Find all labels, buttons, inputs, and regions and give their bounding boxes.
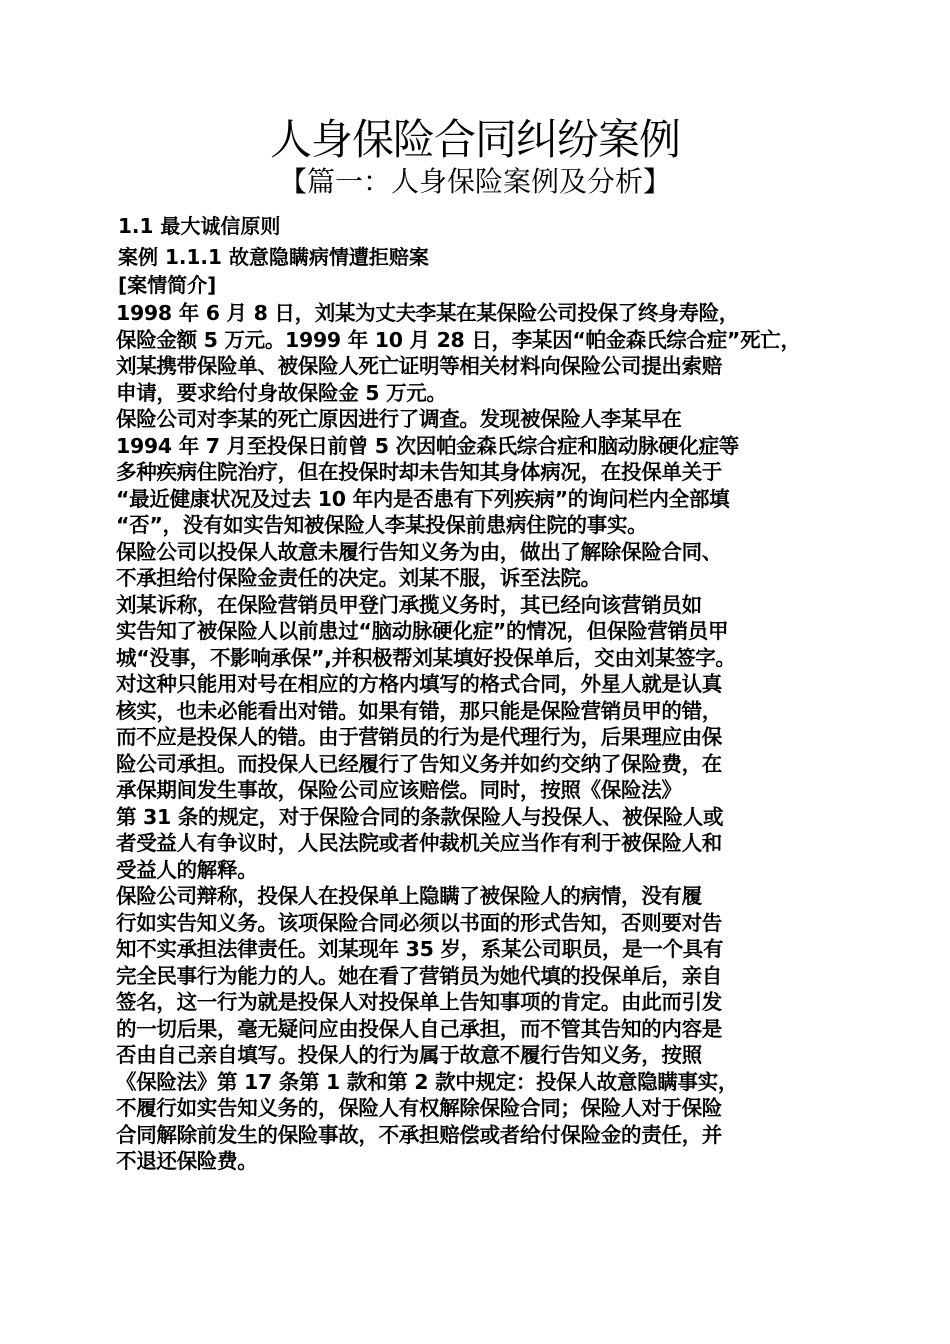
body-line: 的一切后果，毫无疑问应由投保人自己承担，而不管其告知的内容是: [116, 1016, 722, 1041]
body-line: 《保险法》第 17 条第 1 款和第 2 款中规定：投保人故意隐瞒事实，: [116, 1069, 739, 1094]
body-line: 保险公司对李某的死亡原因进行了调查。发现被保险人李某早在: [116, 407, 682, 431]
section-heading: 1.1 最大诚信原则: [118, 214, 281, 238]
body-line: 1994 年 7 月至投保日前曾 5 次因帕金森氏综合症和脑动脉硬化症等: [116, 433, 739, 458]
body-line: 签名，这一行为就是投保人对投保单上告知事项的肯定。由此而引发: [116, 990, 722, 1014]
body-line: 险公司承担。而投保人已经履行了告知义务并如约交纳了保险费，在: [116, 751, 722, 776]
body-line: 多种疾病住院治疗，但在投保时却未告知其身体病况，在投保单关于: [116, 460, 722, 484]
body-line: 否由自己亲自填写。投保人的行为属于故意不履行告知义务，按照: [116, 1043, 702, 1067]
body-line: 刘某携带保险单、被保险人死亡证明等相关材料向保险公司提出索赔: [116, 354, 722, 378]
body-line: 承保期间发生事故，保险公司应该赔偿。同时，按照《保险法》: [116, 778, 682, 802]
body-line: 保险公司辩称，投保人在投保单上隐瞒了被保险人的病情，没有履: [116, 884, 702, 908]
body-line: 不承担给付保险金责任的决定。刘某不服，诉至法院。: [116, 566, 601, 590]
body-line: 知不实承担法律责任。刘某现年 35 岁，系某公司职员，是一个具有: [116, 937, 724, 961]
document-title: 人身保险合同纠纷案例: [269, 115, 680, 164]
body-line: 申请，要求给付身故保险金 5 万元。: [116, 380, 447, 405]
body-line: 1998 年 6 月 8 日，刘某为丈夫李某在某保险公司投保了终身寿险，: [116, 301, 739, 325]
document-subtitle: 【篇一：人身保险案例及分析】: [278, 165, 671, 198]
body-line: 不退还保险费。: [116, 1149, 258, 1173]
body-line: 合同解除前发生的保险事故，不承担赔偿或者给付保险金的责任，并: [116, 1122, 722, 1147]
body-line: “最近健康状况及过去 10 年内是否患有下列疾病”的询问栏内全部填: [116, 486, 730, 511]
case-body: [116, 300, 846, 1175]
body-line: 行如实告知义务。该项保险合同必须以书面的形式告知，否则要对告: [116, 910, 722, 935]
case-intro-label: [案情简介]: [118, 273, 217, 297]
body-line: 完全民事行为能力的人。她在看了营销员为她代填的投保单后，亲自: [116, 963, 722, 988]
case-heading: 案例 1.1.1 故意隐瞒病情遭拒赔案: [118, 245, 429, 269]
body-line: 第 31 条的规定，对于保险合同的条款保险人与投保人、被保险人或: [116, 804, 724, 829]
body-line: 对这种只能用对号在相应的方格内填写的格式合同，外星人就是认真: [116, 672, 722, 696]
body-line: 者受益人有争议时，人民法院或者仲裁机关应当作有利于被保险人和: [116, 831, 722, 855]
body-line: 城“没事，不影响承保”,并积极帮刘某填好投保单后，交由刘某签字。: [116, 645, 736, 670]
body-line: 刘某诉称，在保险营销员甲登门承揽义务时，其已经向该营销员如: [116, 592, 702, 617]
body-line: 受益人的解释。: [116, 857, 258, 882]
body-line: 实告知了被保险人以前患过“脑动脉硬化症”的情况，但保险营销员甲: [116, 619, 729, 643]
body-line: 而不应是投保人的错。由于营销员的行为是代理行为，后果理应由保: [116, 725, 722, 749]
body-line: 不履行如实告知义务的，保险人有权解除保险合同；保险人对于保险: [116, 1096, 722, 1120]
body-line: 保险公司以投保人故意未履行告知义务为由，做出了解除保险合同、: [116, 539, 722, 564]
body-line: 保险金额 5 万元。1999 年 10 月 28 日，李某因“帕金森氏综合症”死亡，: [116, 327, 801, 352]
body-line: 核实，也未必能看出对错。如果有错，那只能是保险营销员甲的错，: [116, 698, 722, 723]
body-line: “否”，没有如实告知被保险人李某投保前患病住院的事实。: [116, 513, 648, 537]
